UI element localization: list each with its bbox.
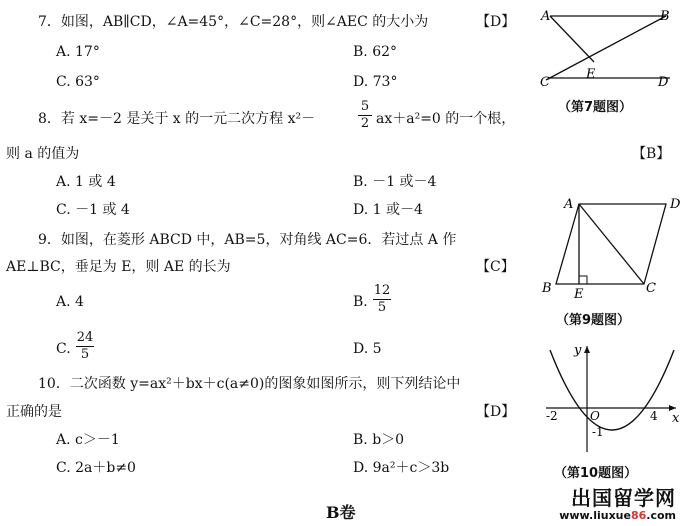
q10-stem-line1: 10．二次函数 y=ax²＋bx＋c(a≠0)的图象如图所示，则下列结论中 (38, 376, 461, 392)
q9-option-a: A. 4 (56, 294, 84, 310)
q7-option-c: C. 63° (56, 74, 100, 90)
site-logo-url-post: .com (646, 509, 676, 522)
q8-option-c: C. －1 或 4 (56, 202, 130, 218)
q9-option-d: D. 5 (353, 341, 382, 357)
q9-stem-line1: 9．如图，在菱形 ABCD 中，AB=5，对角线 AC=6．若过点 A 作 (38, 232, 457, 248)
fig10-label-x: x (672, 411, 680, 426)
fig10-label-origin: O (590, 409, 600, 423)
q9-option-b-prefix: B. (353, 294, 368, 310)
q9-option-c-prefix: C. (56, 341, 71, 357)
fig9-label-c: C (646, 281, 656, 296)
fig7-label-a: A (541, 9, 551, 24)
fig9-right-angle-mark (579, 276, 587, 284)
figure-10-graph (536, 340, 682, 458)
q7-answer: 【D】 (476, 14, 516, 30)
q10-option-d: D. 9a²＋c＞3b (353, 460, 450, 476)
q8-option-b: B. －1 或－4 (353, 174, 437, 190)
q10-option-c: C. 2a＋b≠0 (56, 460, 136, 476)
figure-9-diagram (536, 192, 682, 302)
q9-option-c-denominator: 5 (80, 347, 90, 362)
fig9-label-b: B (542, 281, 552, 296)
fig9-label-d: D (670, 197, 681, 212)
q9-option-b-denominator: 5 (377, 300, 387, 315)
section-heading: B卷 (326, 503, 356, 522)
q8-option-a: A. 1 或 4 (56, 174, 116, 190)
q8-answer: 【B】 (632, 146, 671, 162)
fig9-diagonal-ac (579, 204, 644, 284)
q7-stem: 7．如图，AB∥CD，∠A=45°，∠C=28°，则∠AEC 的大小为 (38, 14, 429, 30)
figure-7-caption: （第7题图） (558, 100, 633, 115)
q8-fraction (358, 100, 372, 131)
q8-stem-part2: ax＋a²=0 的一个根， (376, 111, 516, 127)
q9-answer: 【C】 (476, 259, 515, 275)
q8-fraction-denominator: 2 (360, 116, 370, 131)
q7-option-a: A. 17° (56, 44, 100, 60)
q7-option-d: D. 73° (353, 74, 398, 90)
fig10-y-arrow (584, 346, 590, 353)
q7-option-b: B. 62° (353, 44, 398, 60)
q8-stem-part1: 8．若 x=－2 是关于 x 的一元二次方程 x²－ (38, 111, 316, 127)
site-logo-url-highlight: 86 (630, 509, 647, 522)
q9-option-b-fraction (373, 284, 391, 315)
fig7-label-e: E (586, 67, 596, 82)
site-logo-url-pre: www.liuxue (559, 509, 631, 522)
fig10-label-neg2: -2 (546, 409, 558, 423)
q10-stem-line2: 正确的是 (6, 404, 62, 420)
q8-stem-line2: 则 a 的值为 (6, 146, 80, 162)
fig9-label-a: A (564, 197, 574, 212)
q9-option-c-fraction (76, 331, 94, 362)
q9-stem-line2: AE⊥BC，垂足为 E，则 AE 的长为 (6, 259, 231, 275)
site-logo-name: 出国留学网 (571, 486, 676, 510)
q8-fraction-numerator: 5 (360, 99, 370, 114)
site-logo (559, 487, 676, 522)
q9-option-c-numerator: 24 (76, 330, 94, 345)
fig7-label-c: C (540, 75, 550, 90)
fig10-label-4: 4 (650, 409, 658, 423)
fig10-label-y: y (574, 343, 582, 358)
q9-option-b-numerator: 12 (373, 283, 391, 298)
fig7-line-ce (546, 16, 666, 80)
q10-answer: 【D】 (476, 404, 516, 420)
fig9-label-e: E (574, 287, 584, 302)
figure-10-caption: （第10题图） (554, 466, 638, 481)
q10-option-b: B. b＞0 (353, 432, 405, 448)
figure-9-caption: （第9题图） (556, 313, 631, 328)
fig10-label-neg1: -1 (592, 425, 604, 439)
figure-7-diagram (536, 6, 682, 90)
fig7-label-d: D (658, 75, 669, 90)
site-logo-url (559, 509, 676, 522)
fig7-line-ae (550, 16, 594, 62)
q8-option-d: D. 1 或－4 (353, 202, 423, 218)
fig7-label-b: B (660, 9, 670, 24)
q10-option-a: A. c＞－1 (56, 432, 120, 448)
